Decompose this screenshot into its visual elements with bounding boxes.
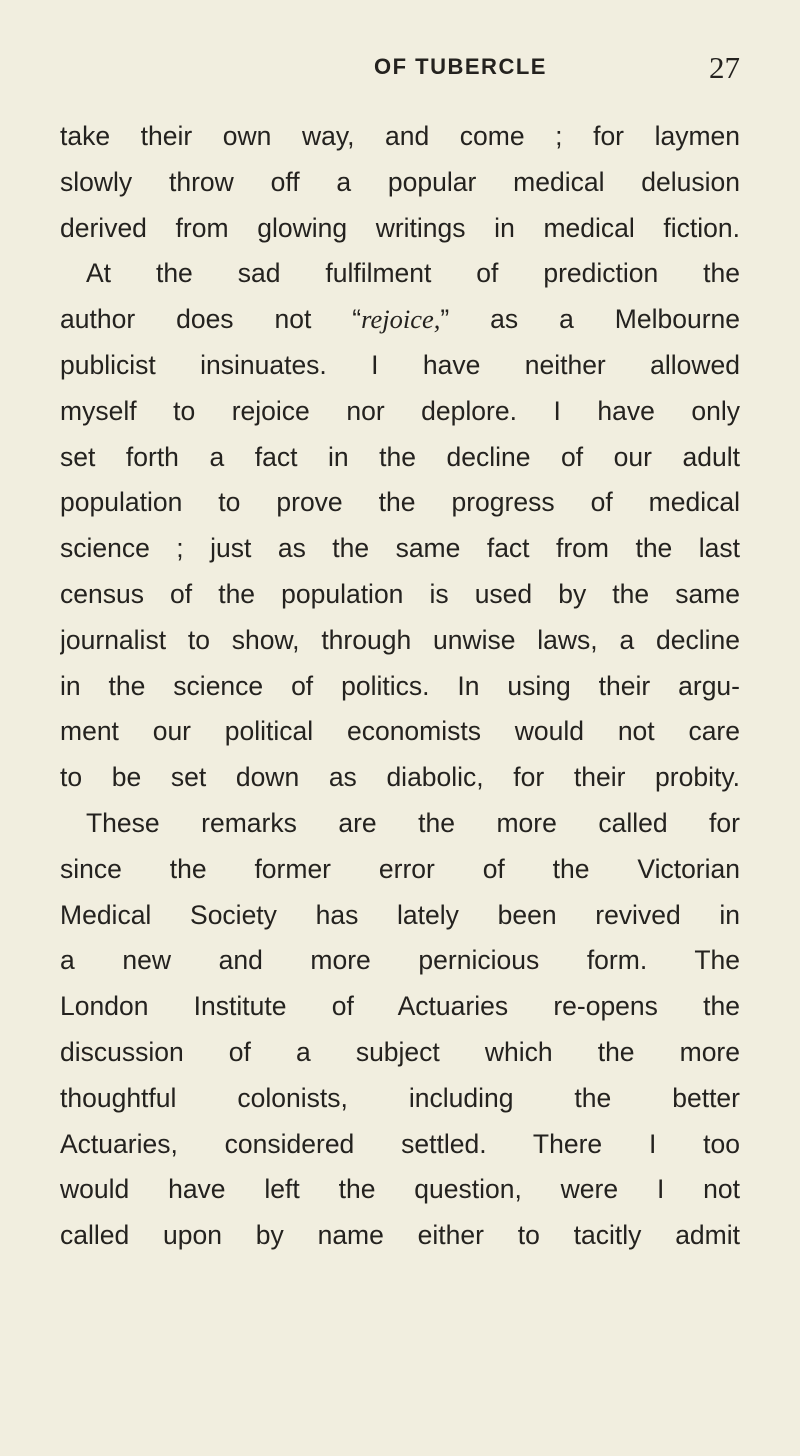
text-line: census of the population is used by the same [60,578,740,609]
text-line: discussion of a subject which the more [60,1036,740,1067]
text-segment: ” as a Melbourne [440,304,740,335]
text-line: publicist insinuates. I have neither allowed [60,349,740,380]
text-segment: author does not “ [60,304,362,335]
text-line: derived from glowing writings in medical fiction. [60,212,740,243]
text-line: myself to rejoice nor deplore. I have only [60,395,740,426]
text-line: science ; just as the same fact from the last [60,533,740,564]
text-line: thoughtful colonists, including the better [60,1082,740,1113]
paragraph-first-line: These remarks are the more called for [86,807,740,838]
text-line: London Institute of Actuaries re-opens the [60,991,740,1022]
running-title: OF TUBERCLE [374,54,547,79]
text-line: a new and more pernicious form. The [60,945,740,976]
text-line: called upon by name either to tacitly admit [60,1220,740,1251]
text-line: slowly throw off a popular medical delusion [60,166,740,197]
text-line: take their own way, and come ; for laymen [60,121,740,151]
running-header [60,50,740,90]
text-line: Medical Society has lately been revived in [60,899,740,930]
text-line: journalist to show, through unwise laws, a decline [60,624,740,655]
text-line: would have left the question, were I not [60,1174,740,1205]
page-number: 27 [709,50,740,85]
text-line: ment our political economists would not care [60,716,740,747]
emphasized-word: rejoice, [361,304,441,335]
text-line: in the science of politics. In using their argu- [60,670,740,701]
text-line: to be set down as diabolic, for their probity. [60,762,740,793]
body-text [60,114,740,1259]
text-line: Actuaries, considered settled. There I too [60,1128,740,1159]
text-line [60,297,740,343]
text-line: since the former error of the Victorian [60,853,740,884]
paragraph-first-line: At the sad fulfilment of prediction the [86,258,740,289]
text-line: set forth a fact in the decline of our adult [60,441,740,472]
text-line: population to prove the progress of medical [60,487,740,518]
